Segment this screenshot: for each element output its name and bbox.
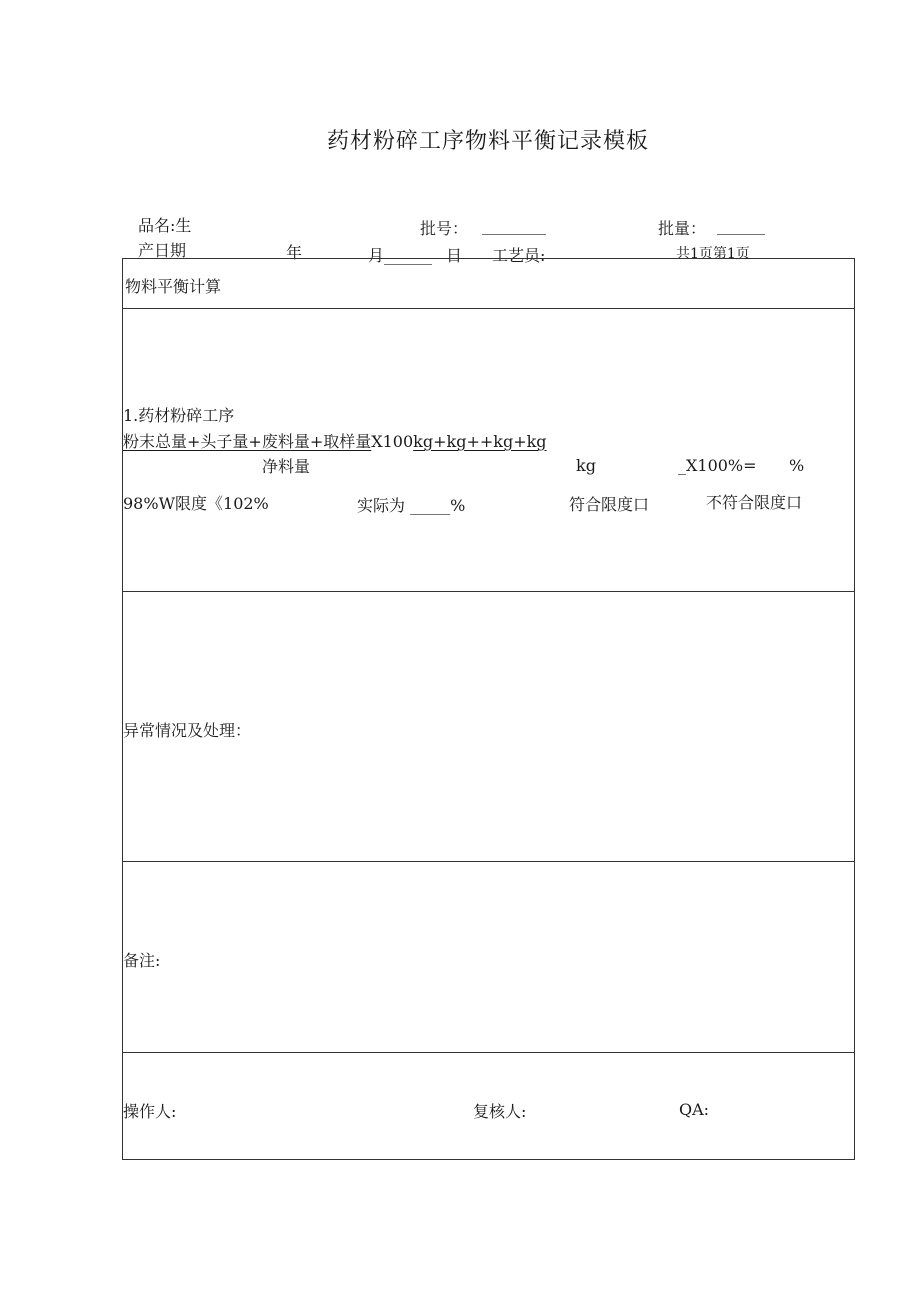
- not-conform-checkbox[interactable]: 不符合限度口: [706, 493, 803, 512]
- formula-right: kg+kg++kg+kg: [413, 432, 547, 451]
- calc-section: [123, 309, 854, 592]
- abnormal-section: [123, 592, 854, 862]
- batch-no-label: 批号：: [420, 219, 469, 238]
- technician-label: 工艺员:: [492, 246, 546, 265]
- year-label: 年: [286, 243, 303, 262]
- day-label: 日: [446, 246, 463, 265]
- net-material-label: 净料量: [262, 457, 311, 476]
- formula-left: 粉末总量+头子量+废料量+取样量: [123, 432, 372, 451]
- conform-checkbox[interactable]: 符合限度口: [569, 495, 650, 514]
- balance-record-table: [122, 258, 855, 1160]
- batch-qty-label: 批量：: [658, 219, 707, 238]
- batch-qty-field[interactable]: ______: [717, 216, 765, 235]
- kg-unit: kg: [576, 456, 596, 475]
- abnormal-label: 异常情况及处理：: [123, 721, 252, 740]
- month-label: 月______: [368, 246, 433, 265]
- product-name-label: 品名:生: [138, 216, 192, 235]
- limit-range: 98%W限度《102%: [123, 494, 269, 513]
- operator-label: 操作人:: [123, 1102, 177, 1121]
- x100-label: _X100%=: [678, 456, 757, 475]
- notes-label: 备注:: [123, 951, 161, 970]
- notes-section: [123, 862, 854, 1053]
- page-info: 共1页第1页: [676, 246, 750, 262]
- formula-mid: X100: [371, 432, 414, 451]
- page-title: 药材粉碎工序物料平衡记录模板: [326, 129, 649, 154]
- prod-date-label: 产日期: [138, 241, 187, 260]
- actual-value: 实际为 _____%: [357, 496, 466, 515]
- step-title: 1.药材粉碎工序: [123, 406, 235, 425]
- reviewer-label: 复核人:: [473, 1102, 527, 1121]
- calc-heading: 物料平衡计算: [125, 277, 222, 296]
- formula-line: [123, 429, 547, 452]
- qa-label: QA:: [679, 1100, 710, 1119]
- percent-label: %: [789, 456, 805, 475]
- calc-heading-row: [123, 259, 854, 309]
- signature-section: [123, 1053, 854, 1159]
- batch-no-field[interactable]: ________: [482, 216, 546, 235]
